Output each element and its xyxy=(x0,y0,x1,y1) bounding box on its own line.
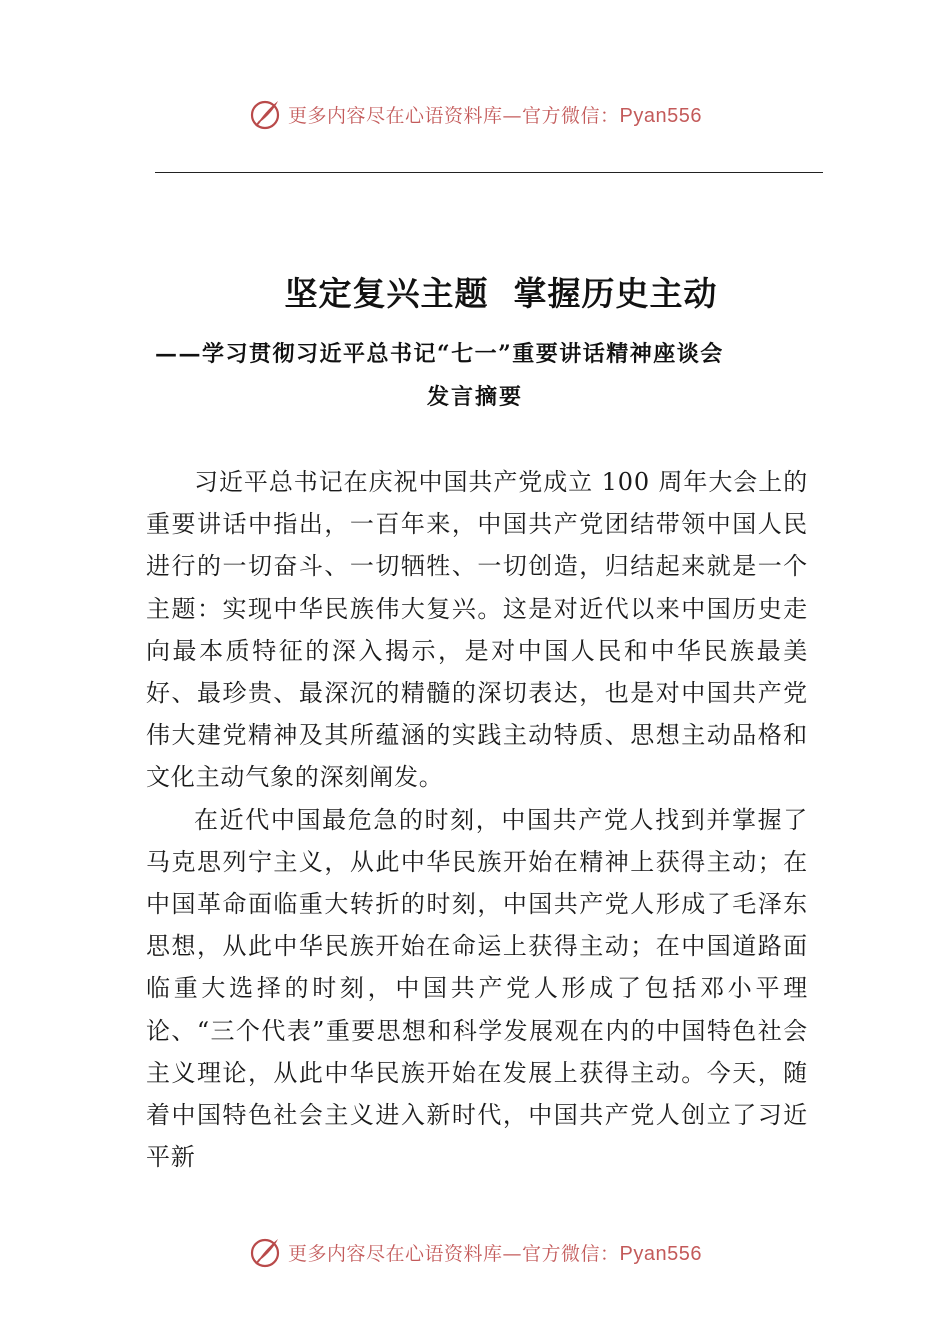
wechat-id: Pyan556 xyxy=(619,104,702,127)
quill-pen-logo-icon xyxy=(248,97,282,131)
paragraph: 习近平总书记在庆祝中国共产党成立 100 周年大会上的重要讲话中指出，一百年来，中国共产党团结带领中国人民进行的一切奋斗、一切牺牲、一切创造，归结起来就是一个主题：实现中华民族伟大复兴。这是对近代以来中国历史走向最本质特征的深入揭示，是对中国人民和中华民族最美好、最珍贵、最深沉的精髓的深切表达，也是对中国共产党伟大建党精神及其所蕴涵的实践主动特质、思想主动品格和文化主动气象的深刻阐发。 xyxy=(146,468,808,792)
header-watermark xyxy=(0,94,950,134)
document-subtitle: ——学习贯彻习近平总书记“七一”重要讲话精神座谈会 xyxy=(155,341,724,367)
header-divider xyxy=(155,172,823,173)
quill-pen-logo-icon xyxy=(248,1235,282,1269)
watermark-text: 更多内容尽在心语资料库—官方微信：Pyan556 xyxy=(288,1242,702,1265)
document-body xyxy=(146,461,808,1178)
footer-watermark xyxy=(0,1232,950,1272)
paragraph: 在近代中国最危急的时刻，中国共产党人找到并掌握了马克思列宁主义，从此中华民族开始在精神上获得主动；在中国革命面临重大转折的时刻，中国共产党人形成了毛泽东思想，从此中华民族开始在命运上获得主动；在中国道路面临重大选择的时刻，中国共产党人形成了包括邓小平理论、“三个代表”重要思想和科学发展观在内的中国特色社会主义理论，从此中华民族开始在发展上获得主动。今天，随着中国特色社会主义进入新时代，中国共产党人创立了习近平新 xyxy=(146,805,808,1172)
document-subtitle-line2: 发言摘要 xyxy=(426,384,523,410)
wechat-id: Pyan556 xyxy=(619,1242,702,1265)
document-title: 坚定复兴主题 掌握历史主动 xyxy=(284,274,718,313)
watermark-text: 更多内容尽在心语资料库—官方微信：Pyan556 xyxy=(288,104,702,127)
